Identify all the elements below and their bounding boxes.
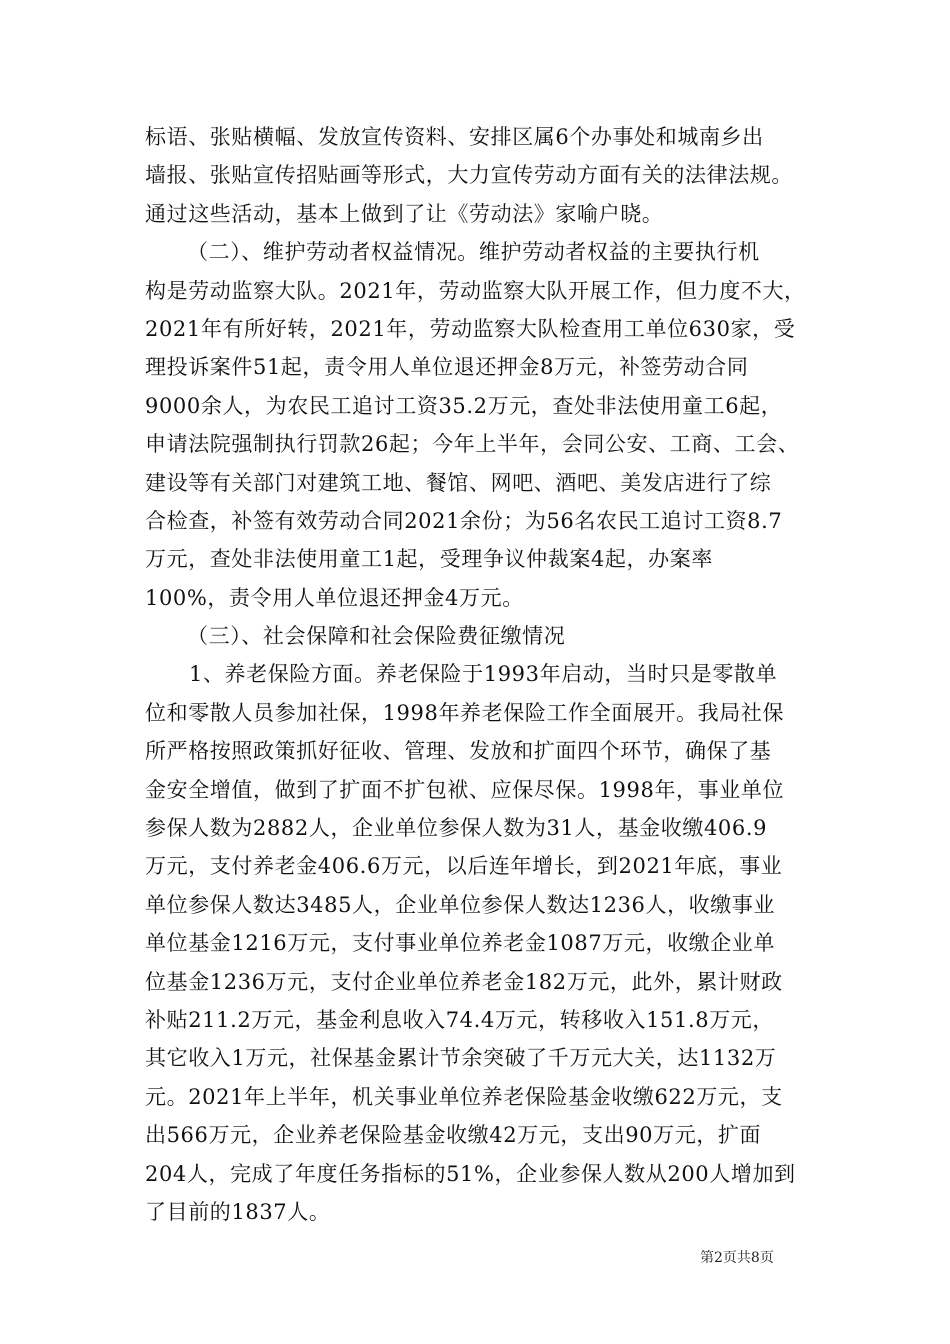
text-line: 单位基金1216万元，支付事业单位养老金1087万元，收缴企业单 [145, 931, 776, 956]
text-line: 万元，支付养老金406.6万元，以后连年增长，到2021年底，事业 [145, 854, 783, 879]
text-line: 了目前的1837人。 [145, 1199, 331, 1224]
text-line: 单位参保人数达3485人，企业单位参保人数达1236人，收缴事业 [145, 892, 776, 917]
text-line: 1、养老保险方面。养老保险于1993年启动，当时只是零散单 [189, 662, 778, 687]
text-line: 标语、张贴横幅、发放宣传资料、安排区属6个办事处和城南乡出 [145, 125, 764, 149]
text-line: 构是劳动监察大队。2021年，劳动监察大队开展工作，但力度不大， [145, 278, 806, 303]
document-body [145, 118, 827, 1231]
text-line: 100%，责令用人单位退还押金4万元。 [145, 585, 524, 610]
text-line: 位和零散人员参加社保，1998年养老保险工作全面展开。我局社保 [145, 700, 785, 725]
text-line: 2021年有所好转，2021年，劳动监察大队检查用工单位630家，受 [145, 316, 796, 341]
text-line: 9000余人，为农民工追讨工资35.2万元，查处非法使用童工6起， [145, 393, 783, 418]
text-line: 位基金1236万元，支付企业单位养老金182万元，此外，累计财政 [145, 969, 783, 994]
text-line: 参保人数为2882人，企业单位参保人数为31人，基金收缴406.9 [145, 816, 768, 841]
text-line: 墙报、张贴宣传招贴画等形式，大力宣传劳动方面有关的法律法规。 [145, 163, 793, 188]
text-line: （三）、社会保障和社会保险费征缴情况 [187, 624, 566, 649]
text-line: 理投诉案件51起，责令用人单位退还押金8万元，补签劳动合同 [145, 355, 749, 380]
text-line: 其它收入1万元，社保基金累计节余突破了千万元大关，达1132万 [145, 1046, 777, 1071]
text-line: 出566万元，企业养老保险基金收缴42万元，支出90万元，扩面 [145, 1123, 762, 1148]
text-line: 建设等有关部门对建筑工地、餐馆、网吧、酒吧、美发店进行了综 [145, 470, 772, 495]
text-line: 合检查，补签有效劳动合同2021余份；为56名农民工追讨工资8.7 [145, 508, 783, 533]
page-number: 第2页共8页 [700, 1250, 774, 1266]
text-line: 金安全增值，做到了扩面不扩包袱、应保尽保。1998年，事业单位 [145, 777, 785, 802]
text-line: 万元，查处非法使用童工1起，受理争议仲裁案4起，办案率 [145, 547, 713, 572]
text-line: 元。2021年上半年，机关事业单位养老保险基金收缴622万元，支 [145, 1084, 783, 1109]
text-line: 通过这些活动，基本上做到了让《劳动法》家喻户晓。 [145, 201, 664, 226]
text-line: （二）、维护劳动者权益情况。维护劳动者权益的主要执行机 [187, 240, 760, 265]
text-line: 申请法院强制执行罚款26起；今年上半年，会同公安、工商、工会、 [145, 432, 800, 457]
text-line: 204人，完成了年度任务指标的51%，企业参保人数从200人增加到 [145, 1161, 796, 1186]
text-line: 补贴211.2万元，基金利息收入74.4万元，转移收入151.8万元， [145, 1007, 774, 1032]
text-line: 所严格按照政策抓好征收、管理、发放和扩面四个环节，确保了基 [145, 739, 772, 764]
